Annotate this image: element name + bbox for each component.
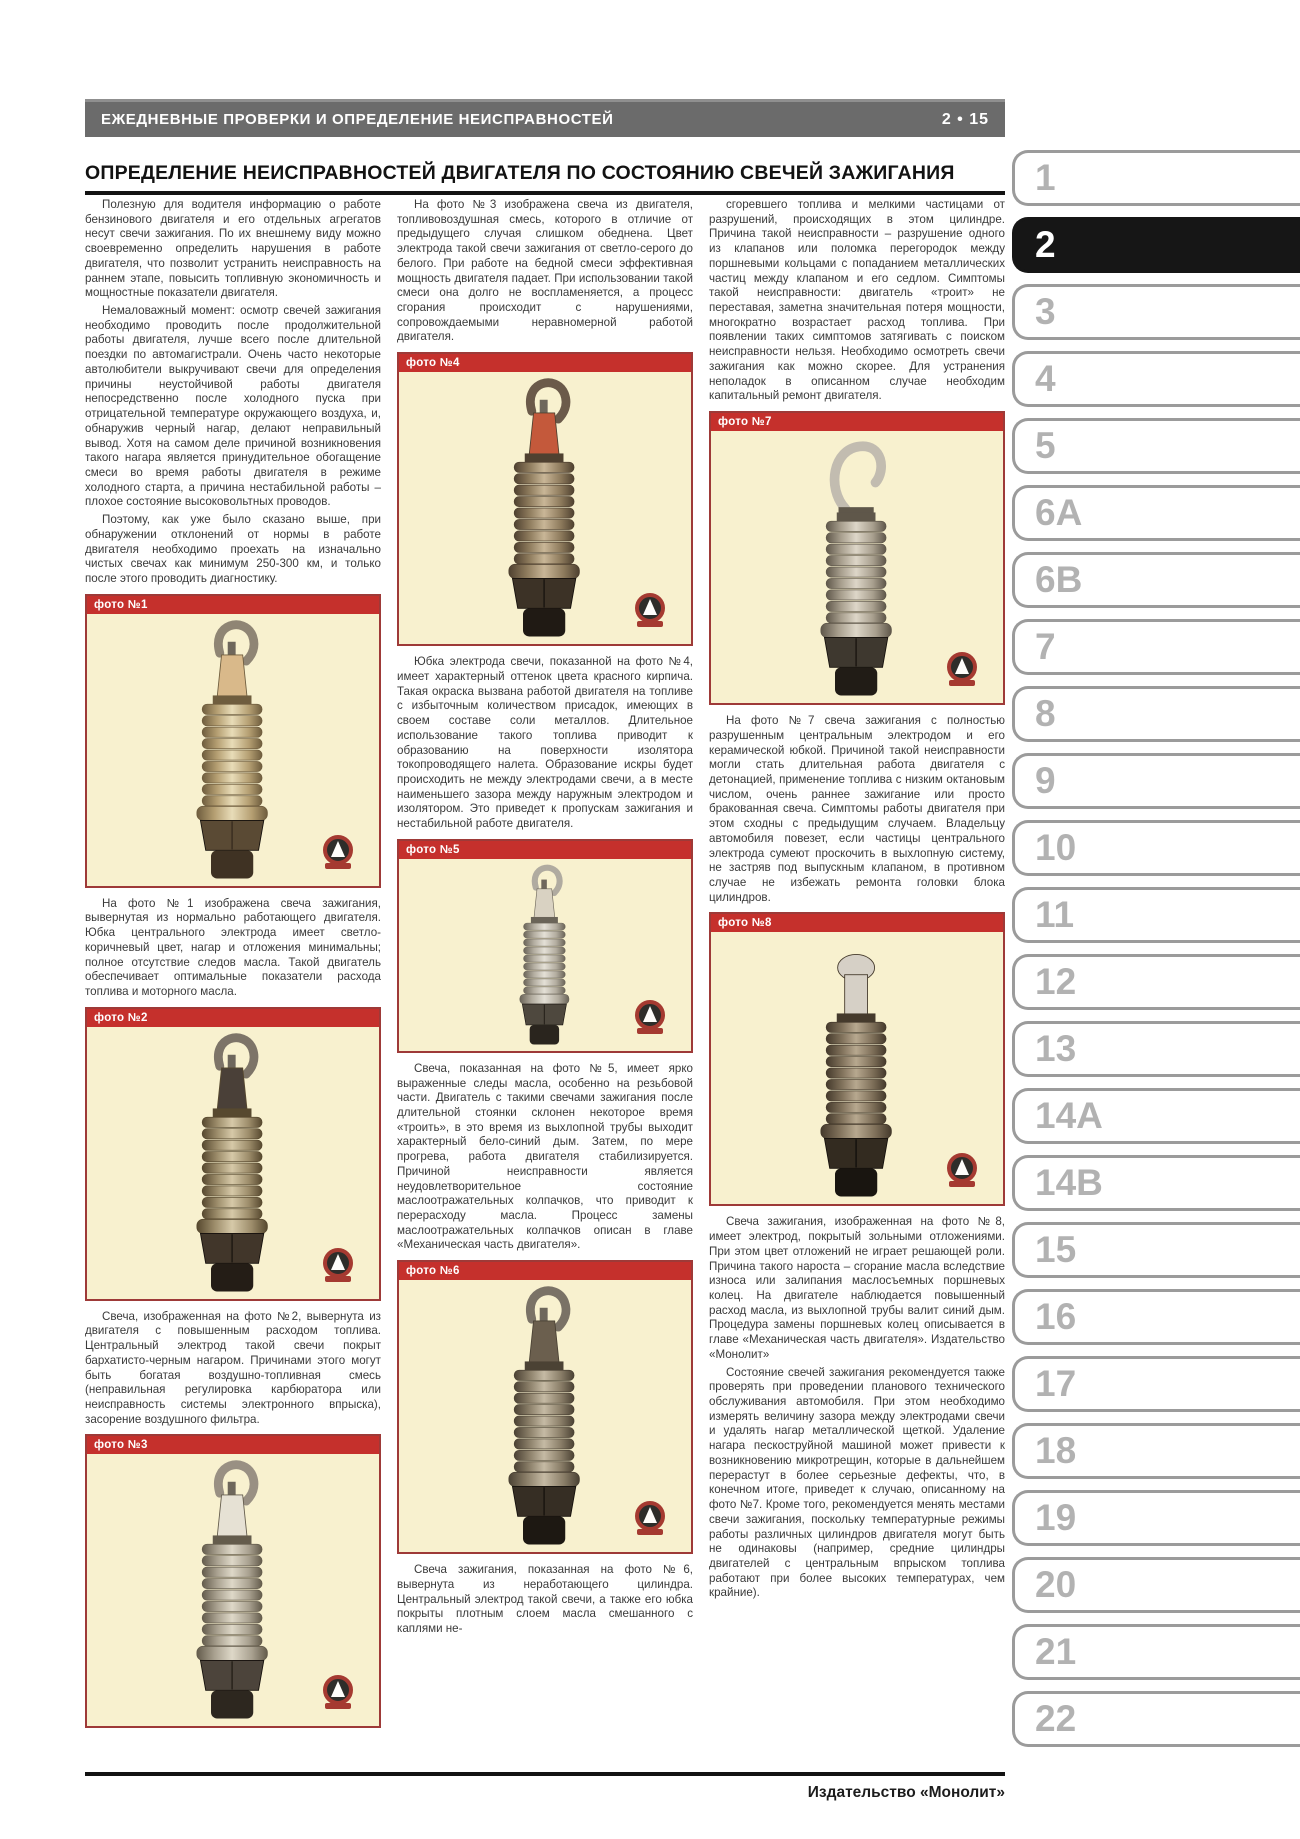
- header-section-title: ЕЖЕДНЕВНЫЕ ПРОВЕРКИ И ОПРЕДЕЛЕНИЕ НЕИСПРАВНОСТЕЙ: [101, 111, 614, 128]
- chapter-tab-11[interactable]: 11: [1012, 887, 1300, 943]
- monolit-logo-watermark-icon: [321, 1674, 355, 1712]
- body-paragraph: Свеча зажигания, показанная на фото №6, вывернута из неработающего цилиндра. Центральный электрод такой свечи, а также его юбка покрыты плотным слоем масла смешанного с каплями не-: [397, 1563, 693, 1636]
- body-paragraph: Немаловажный момент: осмотр свечей зажигания необходимо проводить после продолжительной работы двигателя, лучше всего после длительной поездки по автомагистрали. Очень часто некоторые автолюбители выкручивают свечи для определения причины неустойчивой работы двигателя непосредственно после холодного пуска при отрицательной температуре окружающего воздуха, и, обнаружив черный нагар, делают неправильный вывод. Хотя на самом деле причиной возникновения такого нагара является принудительное обогащение смеси во время работы двигателя в режиме холодного старта, а причина нестабильной работы – плохое состояние высоковольтных проводов.: [85, 304, 381, 509]
- photo-label-2: фото №2: [87, 1009, 379, 1027]
- photo-box-8: [709, 912, 1005, 1206]
- monolit-logo-watermark-icon: [945, 1152, 979, 1190]
- body-paragraph: Юбка электрода свечи, показанной на фото №4, имеет характерный оттенок цвета красного кирпича. Такая окраска вызвана работой двигателя на топливе с избыточным количеством присадок, имеющих в своем составе соли металлов. Длительное использование такого топлива приводит к образованию на поверхности изолятора токопроводящего налета. Образование искры будет происходить не между электродами свечи, а в месте наименьшего зазора между наружным электродом и изолятором. Это приведет к пропускам зажигания и нестабильной работе двигателя.: [397, 655, 693, 831]
- text-column-3: [709, 198, 1005, 1764]
- spark-plug-photo-3: [87, 1454, 379, 1726]
- chapter-tab-14A[interactable]: 14A: [1012, 1088, 1300, 1144]
- body-paragraph: Полезную для водителя информацию о работе бензинового двигателя и его отдельных агрегатов несут свечи зажигания. По их внешнему виду можно своевременно определить нарушения в работе двигателя, что позволит устранить неисправность на раннем этапе, повысить топливную экономичность и мощностные показатели двигателя.: [85, 198, 381, 300]
- chapter-tab-10[interactable]: 10: [1012, 820, 1300, 876]
- photo-label-5: фото №5: [399, 841, 691, 859]
- publisher-footer: Издательство «Монолит»: [807, 1784, 1005, 1801]
- photo-box-7: [709, 411, 1005, 705]
- chapter-tab-6B[interactable]: 6B: [1012, 552, 1300, 608]
- chapter-tab-15[interactable]: 15: [1012, 1222, 1300, 1278]
- photo-box-3: [85, 1434, 381, 1728]
- chapter-tab-21[interactable]: 21: [1012, 1624, 1300, 1680]
- body-paragraph: На фото №3 изображена свеча из двигателя, топливовоздушная смесь, которого в отличие от предыдущего случая слишком обеднена. Цвет электрода такой свечи зажигания от светло-серого до белого. При работе на бедной смеси эффективная мощность двигателя падает. При использовании такой смеси она долго не воспламеняется, а процесс сгорания происходит с нарушениями, сопровождаемыми неравномерной работой двигателя.: [397, 198, 693, 344]
- spark-plug-photo-8: [711, 932, 1003, 1204]
- chapter-tab-14B[interactable]: 14B: [1012, 1155, 1300, 1211]
- photo-label-7: фото №7: [711, 413, 1003, 431]
- chapter-tab-4[interactable]: 4: [1012, 351, 1300, 407]
- body-paragraph: На фото №1 изображена свеча зажигания, вывернутая из нормально работающего двигателя. Юбка центрального электрода имеет светло-коричневый цвет, нагар и отложения минимальны; полное отсутствие следов масла. Такой двигатель обеспечивает оптимальные показатели расхода топлива и моторного масла.: [85, 896, 381, 998]
- monolit-logo-watermark-icon: [633, 592, 667, 630]
- chapter-tab-3[interactable]: 3: [1012, 284, 1300, 340]
- body-paragraph: На фото №7 свеча зажигания с полностью разрушенным центральным электродом и его керамической юбкой. Причиной такой неисправности могли стать длительная работа двигателя с детонацией, применение топлива с низким октановым числом, очень раннее зажигание или просто бракованная свеча. Симптомы работы двигателя при этом сходны с предыдущим случаем. Владельцу автомобиля повезет, если частицы центрального электрода сумеют проскочить в выхлопную систему, не застряв под выпускным клапаном, в противном случае не избежать ремонта головки блока цилиндров.: [709, 714, 1005, 904]
- chapter-tab-1[interactable]: 1: [1012, 150, 1300, 206]
- photo-label-3: фото №3: [87, 1436, 379, 1454]
- spark-plug-photo-5: [399, 859, 691, 1051]
- chapter-tab-6A[interactable]: 6A: [1012, 485, 1300, 541]
- monolit-logo-watermark-icon: [633, 999, 667, 1037]
- photo-box-4: [397, 352, 693, 646]
- chapter-tab-16[interactable]: 16: [1012, 1289, 1300, 1345]
- chapter-tab-20[interactable]: 20: [1012, 1557, 1300, 1613]
- chapter-tab-7[interactable]: 7: [1012, 619, 1300, 675]
- photo-label-8: фото №8: [711, 914, 1003, 932]
- body-paragraph: Свеча, изображенная на фото №2, вывернута из двигателя с повышенным расходом топлива. Центральный электрод такой свечи покрыт бархатисто-черным нагаром. Причинами этого могут быть богатая воздушно-топливная смесь (неправильная регулировка карбюратора или неисправность системы электронного впрыска), засорение воздушного фильтра.: [85, 1309, 381, 1426]
- monolit-logo-watermark-icon: [321, 1247, 355, 1285]
- chapter-tab-19[interactable]: 19: [1012, 1490, 1300, 1546]
- spark-plug-photo-6: [399, 1280, 691, 1552]
- page-number: 2 • 15: [941, 110, 989, 128]
- spark-plug-photo-1: [87, 614, 379, 886]
- chapter-tab-22[interactable]: 22: [1012, 1691, 1300, 1747]
- article-content: [85, 198, 1005, 1764]
- chapter-tab-18[interactable]: 18: [1012, 1423, 1300, 1479]
- chapter-tabs-sidebar: [1012, 150, 1300, 1758]
- chapter-tab-12[interactable]: 12: [1012, 954, 1300, 1010]
- photo-box-6: [397, 1260, 693, 1554]
- photo-box-1: [85, 594, 381, 888]
- chapter-tab-9[interactable]: 9: [1012, 753, 1300, 809]
- monolit-logo-watermark-icon: [321, 834, 355, 872]
- photo-box-2: [85, 1007, 381, 1301]
- spark-plug-photo-7: [711, 431, 1003, 703]
- chapter-tab-2[interactable]: 2: [1012, 217, 1300, 273]
- page-title: ОПРЕДЕЛЕНИЕ НЕИСПРАВНОСТЕЙ ДВИГАТЕЛЯ ПО СОСТОЯНИЮ СВЕЧЕЙ ЗАЖИГАНИЯ: [85, 162, 1005, 195]
- footer-rule: [85, 1772, 1005, 1776]
- text-column-1: [85, 198, 381, 1764]
- monolit-logo-watermark-icon: [633, 1500, 667, 1538]
- page-header-bar: [85, 99, 1005, 137]
- chapter-tab-17[interactable]: 17: [1012, 1356, 1300, 1412]
- photo-label-6: фото №6: [399, 1262, 691, 1280]
- chapter-tab-13[interactable]: 13: [1012, 1021, 1300, 1077]
- text-column-2: [397, 198, 693, 1764]
- chapter-tab-5[interactable]: 5: [1012, 418, 1300, 474]
- spark-plug-photo-4: [399, 372, 691, 644]
- body-paragraph: Поэтому, как уже было сказано выше, при обнаружении отклонений от нормы в работе двигателя необходимо проехать на изначально чистых свечах как минимум 250-300 км, и только после этого проводить диагностику.: [85, 513, 381, 585]
- photo-label-1: фото №1: [87, 596, 379, 614]
- body-paragraph: сгоревшего топлива и мелкими частицами от разрушений, происходящих в этом цилиндре. Причина такой неисправности – разрушение одного из клапанов или поломка перегородок между поршневыми кольцами с попаданием металлических частиц между клапаном и его седлом. Симптомы такой неисправности: двигатель «троит» не переставая, заметна значительная потеря мощности, многократно возрастает расход топлива. При появлении таких симптомов затягивать с поиском неисправности нельзя. Необходимо осмотреть свечи зажигания как можно скорее. Для устранения неполадок в описанном случае необходим капитальный ремонт двигателя.: [709, 198, 1005, 403]
- monolit-logo-watermark-icon: [945, 651, 979, 689]
- body-paragraph: Свеча зажигания, изображенная на фото №8, имеет электрод, покрытый зольными отложениями. При этом цвет отложений не играет решающей роли. Причина такого нароста – сгорание масла вследствие износа или залипания маслосъемных поршневых колец. На двигателе наблюдается повышенный расход масла, из выхлопной трубы валит синий дым. Процедура замены поршневых колец описывается в главе «Механическая часть двигателя». Издательство «Монолит»: [709, 1215, 1005, 1361]
- spark-plug-photo-2: [87, 1027, 379, 1299]
- body-paragraph: Свеча, показанная на фото №5, имеет ярко выраженные следы масла, особенно на резьбовой части. Двигатель с такими свечами зажигания после длительной стоянки склонен некоторое время «троить», в это время из выхлопной трубы выходит характерный бело-синий дым. Затем, по мере прогрева, работа двигателя стабилизируется. Причиной неисправности является неудовлетворительное состояние маслоотражательных колпачков, что приводит к перерасходу масла. Процесс замены маслоотражательных колпачков описан в главе «Механическая часть двигателя».: [397, 1061, 693, 1252]
- body-paragraph: Состояние свечей зажигания рекомендуется также проверять при проведении планового технического обслуживания автомобиля. При этом необходимо измерять величину зазора между электродами свечи и удалять нагар металлической щеткой. Удаление нагара пескоструйной машиной может привести к возникновению микротрещин, которые в дальнейшем перерастут в более серьезные дефекты, что, в конечном итоге, приведет к случаю, описанному на фото №7. Кроме того, рекомендуется менять местами свечи зажигания, поскольку температурные режимы работы различных цилиндров двигателя могут быть не одинаковы (например, средние цилиндры двигателей с центральным впрыском топлива работают при более высоких температурах, чем крайние).: [709, 1365, 1005, 1600]
- photo-label-4: фото №4: [399, 354, 691, 372]
- photo-box-5: [397, 839, 693, 1053]
- chapter-tab-8[interactable]: 8: [1012, 686, 1300, 742]
